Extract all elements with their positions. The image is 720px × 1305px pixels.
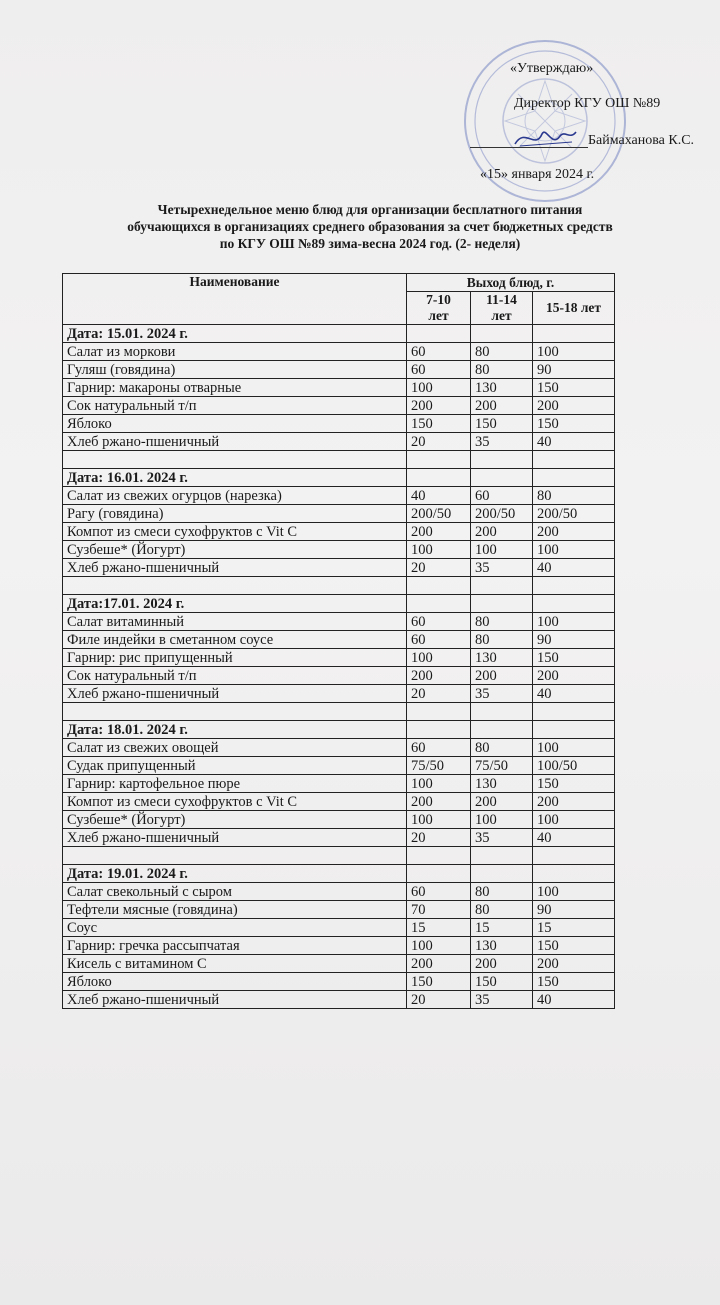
table-row (63, 739, 615, 757)
portion-7-10: 100 (407, 937, 471, 955)
table-row (63, 379, 615, 397)
dish-name: Компот из смеси сухофруктов с Vit C (63, 793, 407, 811)
header-output: Выход блюд, г. (407, 274, 615, 292)
heading-line-3: по КГУ ОШ №89 зима-весна 2024 год. (2- неделя) (219, 236, 521, 251)
table-row (63, 757, 615, 775)
date-empty-cell (407, 595, 471, 613)
empty-cell (407, 703, 471, 721)
portion-11-14: 35 (471, 559, 533, 577)
date-empty-cell (533, 325, 615, 343)
portion-7-10: 20 (407, 559, 471, 577)
table-row (63, 343, 615, 361)
portion-7-10: 100 (407, 649, 471, 667)
empty-cell (533, 847, 615, 865)
portion-7-10: 70 (407, 901, 471, 919)
portion-11-14: 100 (471, 541, 533, 559)
dish-name: Салат из свежих огурцов (нарезка) (63, 487, 407, 505)
document-heading (50, 201, 690, 252)
dish-name: Салат свекольный с сыром (63, 883, 407, 901)
date-empty-cell (471, 325, 533, 343)
portion-11-14: 80 (471, 883, 533, 901)
portion-11-14: 150 (471, 973, 533, 991)
approval-date: «15» января 2024 г. (480, 167, 595, 182)
dish-name: Салат из моркови (63, 343, 407, 361)
date-cell: Дата: 15.01. 2024 г. (63, 325, 407, 343)
date-empty-cell (471, 469, 533, 487)
table-row (63, 973, 615, 991)
portion-15-18: 200 (533, 955, 615, 973)
portion-11-14: 200 (471, 955, 533, 973)
dish-name: Соус (63, 919, 407, 937)
dish-name: Салат витаминный (63, 613, 407, 631)
portion-11-14: 150 (471, 415, 533, 433)
portion-7-10: 60 (407, 613, 471, 631)
dish-name: Гарнир: картофельное пюре (63, 775, 407, 793)
dish-name: Яблоко (63, 973, 407, 991)
date-cell: Дата:17.01. 2024 г. (63, 595, 407, 613)
portion-7-10: 15 (407, 919, 471, 937)
approval-role: Директор КГУ ОШ №89 (514, 96, 661, 111)
portion-7-10: 200 (407, 955, 471, 973)
dish-name: Салат из свежих овощей (63, 739, 407, 757)
empty-cell (533, 703, 615, 721)
table-row (63, 811, 615, 829)
empty-cell (407, 577, 471, 595)
table-row (63, 397, 615, 415)
date-row (63, 595, 615, 613)
portion-15-18: 200 (533, 397, 615, 415)
portion-11-14: 200 (471, 667, 533, 685)
portion-7-10: 100 (407, 379, 471, 397)
header-age-15-18: 15-18 лет (533, 292, 615, 325)
dish-name: Гарнир: макароны отварные (63, 379, 407, 397)
table-row (63, 955, 615, 973)
table-row (63, 685, 615, 703)
portion-7-10: 200 (407, 397, 471, 415)
portion-15-18: 100/50 (533, 757, 615, 775)
empty-cell (63, 451, 407, 469)
portion-11-14: 80 (471, 901, 533, 919)
approval-signer: Баймаханова К.С. (588, 133, 695, 148)
table-row (63, 649, 615, 667)
portion-11-14: 200 (471, 523, 533, 541)
table-row (63, 667, 615, 685)
empty-cell (63, 703, 407, 721)
header-row (63, 274, 615, 292)
portion-7-10: 20 (407, 991, 471, 1009)
portion-7-10: 100 (407, 541, 471, 559)
portion-11-14: 35 (471, 685, 533, 703)
portion-15-18: 90 (533, 631, 615, 649)
table-row (63, 487, 615, 505)
portion-7-10: 200/50 (407, 505, 471, 523)
dish-name: Сок натуральный т/п (63, 397, 407, 415)
portion-7-10: 60 (407, 739, 471, 757)
portion-15-18: 200/50 (533, 505, 615, 523)
date-cell: Дата: 19.01. 2024 г. (63, 865, 407, 883)
dish-name: Судак припущенный (63, 757, 407, 775)
date-empty-cell (471, 595, 533, 613)
menu-table (62, 273, 615, 1009)
portion-11-14: 75/50 (471, 757, 533, 775)
approval-signer-line (470, 134, 694, 148)
table-row (63, 433, 615, 451)
portion-7-10: 60 (407, 631, 471, 649)
portion-11-14: 35 (471, 433, 533, 451)
portion-11-14: 15 (471, 919, 533, 937)
date-empty-cell (533, 469, 615, 487)
date-empty-cell (533, 595, 615, 613)
portion-11-14: 80 (471, 631, 533, 649)
date-empty-cell (407, 469, 471, 487)
portion-15-18: 100 (533, 811, 615, 829)
portion-11-14: 80 (471, 613, 533, 631)
empty-cell (471, 577, 533, 595)
portion-7-10: 100 (407, 811, 471, 829)
dish-name: Филе индейки в сметанном соусе (63, 631, 407, 649)
table-row (63, 613, 615, 631)
portion-15-18: 150 (533, 415, 615, 433)
portion-15-18: 40 (533, 685, 615, 703)
date-empty-cell (407, 865, 471, 883)
table-row (63, 361, 615, 379)
portion-11-14: 200/50 (471, 505, 533, 523)
portion-7-10: 200 (407, 667, 471, 685)
table-row (63, 829, 615, 847)
date-empty-cell (533, 721, 615, 739)
date-empty-cell (471, 721, 533, 739)
portion-7-10: 200 (407, 793, 471, 811)
empty-cell (533, 577, 615, 595)
portion-15-18: 15 (533, 919, 615, 937)
table-row (63, 919, 615, 937)
empty-cell (407, 451, 471, 469)
spacer-row (63, 703, 615, 721)
portion-7-10: 100 (407, 775, 471, 793)
dish-name: Сузбеше* (Йогурт) (63, 811, 407, 829)
portion-11-14: 130 (471, 937, 533, 955)
portion-7-10: 150 (407, 973, 471, 991)
dish-name: Хлеб ржано-пшеничный (63, 829, 407, 847)
heading-line-1: Четырехнедельное меню блюд для организации бесплатного питания (157, 202, 583, 217)
table-row (63, 541, 615, 559)
date-row (63, 325, 615, 343)
dish-name: Сузбеше* (Йогурт) (63, 541, 407, 559)
portion-7-10: 60 (407, 343, 471, 361)
date-row (63, 865, 615, 883)
dish-name: Гуляш (говядина) (63, 361, 407, 379)
date-row (63, 721, 615, 739)
spacer-row (63, 847, 615, 865)
portion-11-14: 80 (471, 361, 533, 379)
empty-cell (407, 847, 471, 865)
portion-15-18: 150 (533, 775, 615, 793)
dish-name: Хлеб ржано-пшеничный (63, 685, 407, 703)
portion-15-18: 100 (533, 883, 615, 901)
portion-7-10: 75/50 (407, 757, 471, 775)
dish-name: Гарнир: рис припущенный (63, 649, 407, 667)
menu-body (63, 325, 615, 1009)
empty-cell (471, 451, 533, 469)
portion-15-18: 40 (533, 991, 615, 1009)
header-age-7-10: 7-10 лет (407, 292, 471, 325)
header-name: Наименование (63, 274, 407, 325)
dish-name: Кисель с витамином С (63, 955, 407, 973)
portion-15-18: 200 (533, 667, 615, 685)
portion-15-18: 100 (533, 541, 615, 559)
portion-15-18: 200 (533, 793, 615, 811)
portion-11-14: 35 (471, 829, 533, 847)
table-row (63, 505, 615, 523)
portion-15-18: 150 (533, 937, 615, 955)
table-row (63, 631, 615, 649)
portion-15-18: 40 (533, 829, 615, 847)
portion-11-14: 35 (471, 991, 533, 1009)
date-empty-cell (533, 865, 615, 883)
portion-15-18: 150 (533, 379, 615, 397)
dish-name: Компот из смеси сухофруктов с Vit C (63, 523, 407, 541)
portion-11-14: 130 (471, 379, 533, 397)
dish-name: Сок натуральный т/п (63, 667, 407, 685)
portion-15-18: 90 (533, 361, 615, 379)
date-cell: Дата: 18.01. 2024 г. (63, 721, 407, 739)
portion-15-18: 150 (533, 649, 615, 667)
portion-7-10: 60 (407, 883, 471, 901)
table-row (63, 991, 615, 1009)
portion-15-18: 90 (533, 901, 615, 919)
dish-name: Хлеб ржано-пшеничный (63, 991, 407, 1009)
portion-15-18: 40 (533, 433, 615, 451)
portion-11-14: 80 (471, 739, 533, 757)
portion-7-10: 20 (407, 433, 471, 451)
portion-15-18: 150 (533, 973, 615, 991)
portion-7-10: 20 (407, 829, 471, 847)
table-row (63, 523, 615, 541)
portion-7-10: 20 (407, 685, 471, 703)
dish-name: Тефтели мясные (говядина) (63, 901, 407, 919)
portion-7-10: 200 (407, 523, 471, 541)
dish-name: Хлеб ржано-пшеничный (63, 559, 407, 577)
date-row (63, 469, 615, 487)
table-row (63, 883, 615, 901)
table-row (63, 559, 615, 577)
table-row (63, 901, 615, 919)
portion-7-10: 60 (407, 361, 471, 379)
portion-7-10: 150 (407, 415, 471, 433)
portion-11-14: 200 (471, 397, 533, 415)
portion-11-14: 130 (471, 649, 533, 667)
dish-name: Гарнир: гречка рассыпчатая (63, 937, 407, 955)
portion-15-18: 100 (533, 739, 615, 757)
spacer-row (63, 451, 615, 469)
empty-cell (63, 577, 407, 595)
spacer-row (63, 577, 615, 595)
date-cell: Дата: 16.01. 2024 г. (63, 469, 407, 487)
dish-name: Хлеб ржано-пшеничный (63, 433, 407, 451)
portion-15-18: 100 (533, 343, 615, 361)
signature-line (470, 147, 588, 148)
date-empty-cell (407, 325, 471, 343)
heading-line-2: обучающихся в организациях среднего образования за счет бюджетных средств (127, 219, 613, 234)
portion-7-10: 40 (407, 487, 471, 505)
empty-cell (471, 703, 533, 721)
table-row (63, 937, 615, 955)
empty-cell (471, 847, 533, 865)
dish-name: Яблоко (63, 415, 407, 433)
portion-11-14: 100 (471, 811, 533, 829)
dish-name: Рагу (говядина) (63, 505, 407, 523)
date-empty-cell (407, 721, 471, 739)
empty-cell (533, 451, 615, 469)
date-empty-cell (471, 865, 533, 883)
table-row (63, 775, 615, 793)
portion-15-18: 100 (533, 613, 615, 631)
approval-title: «Утверждаю» (510, 61, 594, 76)
table-row (63, 415, 615, 433)
table-row (63, 793, 615, 811)
portion-15-18: 40 (533, 559, 615, 577)
portion-15-18: 80 (533, 487, 615, 505)
portion-15-18: 200 (533, 523, 615, 541)
portion-11-14: 80 (471, 343, 533, 361)
portion-11-14: 130 (471, 775, 533, 793)
portion-11-14: 60 (471, 487, 533, 505)
header-age-11-14: 11-14 лет (471, 292, 533, 325)
portion-11-14: 200 (471, 793, 533, 811)
empty-cell (63, 847, 407, 865)
